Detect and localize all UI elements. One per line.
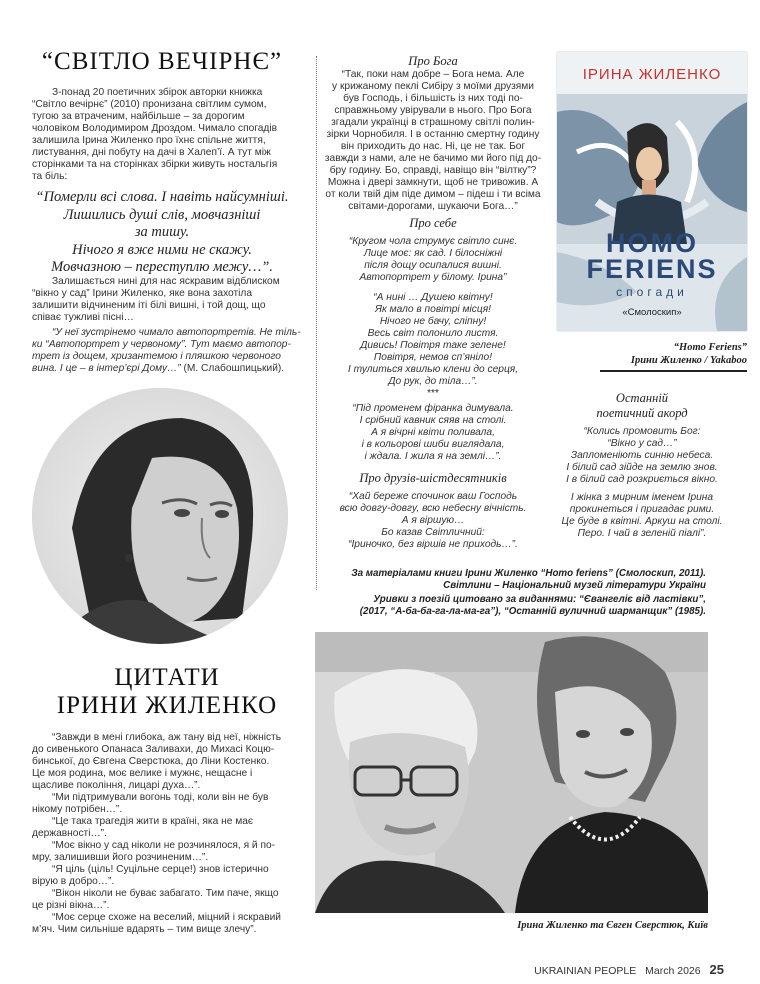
text-line: зірки Чорнобиля. І в останню смертну годину — [326, 129, 540, 140]
text-line: “А нині … Душею квітну! — [373, 292, 493, 303]
quote-attribution: (М. Слабошпицький). — [180, 363, 285, 374]
text-line: за тишу. — [134, 224, 190, 240]
text-line: світами-дорогами, шукаючи Бога…” — [348, 201, 518, 212]
quote-line: мру, залишивши його розчиненим…”. — [32, 852, 209, 863]
book-caption-source: Ірини Жиленко / Yakaboo — [630, 355, 747, 366]
text-line: Можна і двері замкнути, щоб не тривожив. А — [327, 177, 539, 188]
text-line: “У неї зустрінемо чимало автопортретів. Не тіль- — [52, 327, 301, 338]
quote-line: вірую в добро…”. — [32, 876, 115, 887]
text-line: “Так, поки нам добре – Бога нема. Але — [341, 69, 525, 80]
page-number: 25 — [709, 962, 724, 977]
paragraph-window — [32, 276, 316, 324]
text-line: залишила Ірина Жиленко про їхнє спільне життя, — [32, 135, 266, 146]
sources-line2: Світлини – Національний музей літератури України — [443, 580, 706, 591]
last-chord-poem-2 — [540, 492, 744, 540]
issue-date: March 2026 — [645, 965, 701, 977]
text-line: Весь світ полонило листя. — [367, 328, 499, 339]
quote-line: нікому потрібен…”. — [32, 804, 123, 815]
book-title-line2: FERIENS — [586, 254, 718, 284]
heading-friends: Про друзів-шістдесятників — [359, 471, 507, 485]
heading-last-chord-line1: Останній — [615, 391, 669, 405]
text-line: трет із дощем, хризантемою і пляшкою червоного — [32, 351, 281, 362]
heading-god: Про Бога — [408, 54, 458, 68]
caption-rule — [600, 370, 747, 372]
sources-line1: За матеріалами книги Ірини Жиленко “Homo feriens” (Смолоскип, 2011). — [351, 568, 706, 579]
text-line: та біль: — [32, 171, 68, 182]
text-line: “Померли всі слова. І навіть найсумніші. — [35, 189, 289, 205]
column-divider — [316, 56, 317, 590]
page-footer — [534, 962, 724, 977]
quote-line: “Це така трагедія жити в країні, яка не має — [52, 816, 254, 827]
text-line: сторінками та на сторінках збірки живуть ностальгія — [32, 159, 278, 170]
text-line: З-понад 20 поетичних збірок авторки книжка — [52, 87, 263, 98]
text-line: і ждала. І жила я на землі…”. — [364, 451, 502, 462]
text-line: і в кольорові шиби виглядала, — [361, 439, 505, 450]
quote-end: вина. І це – в інтер’єрі Дому…” — [32, 363, 181, 374]
text-line: співає тужливі пісні… — [32, 312, 134, 323]
text-line: ки “Автопортрет у червоному”. Тут маємо автопор- — [32, 339, 291, 350]
text-line: завжди з нами, але не бачимо ми його під до- — [324, 153, 542, 164]
text-line: “Хай береже спочинок ваш Господь — [348, 491, 518, 502]
book-cover — [557, 52, 747, 331]
text-line: Автопортрет у білому. Ірина” — [359, 272, 507, 283]
text-line: Бо казав Світличний: — [381, 527, 485, 538]
heading-self: Про себе — [409, 216, 457, 230]
quote-line: державності…”. — [32, 828, 107, 839]
quotes-title-line1: ЦИТАТИ — [114, 664, 220, 691]
text-line: І тулиться хвилью клени до серця, — [347, 364, 519, 375]
book-title — [557, 230, 747, 282]
text-line: Нічого я вже ними не скажу. — [72, 241, 252, 258]
text-line: Повітря, немов сп’яніло! — [373, 352, 493, 363]
couple-photo — [315, 632, 708, 913]
text-line: До рук, до тіла…”. — [388, 376, 478, 387]
poem-quote — [20, 189, 304, 277]
text-line: “Під променем фіранка димувала. — [352, 403, 514, 414]
book-caption-title: “Homo Feriens” — [673, 342, 747, 353]
text-line: тугою за втраченим, найбільше – за дорогим — [32, 111, 245, 122]
text-line: І жінка з мирним іменем Ірина — [570, 492, 714, 503]
text-line: от коли твій дім піде димом – підеш і ти всіма — [325, 189, 541, 200]
text-line: Лице моє: як сад. І білосніжні — [363, 248, 503, 259]
quote-line: до сивенького Опанаса Заливахи, до Михасі Коцю- — [32, 744, 275, 755]
quotes-title-line2: ІРИНИ ЖИЛЕНКО — [56, 692, 278, 719]
magazine-name: UKRAINIAN PEOPLE — [534, 965, 637, 977]
text-line: “Світло вечірнє” (2010) пронизана світлим сумом, — [32, 99, 267, 110]
quote-line: Це моя родина, моє велике і мужнє, нещасне і — [32, 768, 253, 779]
text-line: І білий сад зійде на землю знов. — [566, 462, 718, 473]
quotes-list — [32, 732, 316, 936]
text-line: Перо. І чай в зеленій піалі”. — [577, 528, 707, 539]
sources-note — [330, 568, 706, 618]
text-line: “Вікно у сад…” — [607, 438, 677, 449]
self-poem-3 — [320, 403, 546, 463]
quotes-title — [32, 664, 302, 720]
text-line: після дощу осипалися вишні. — [364, 260, 502, 271]
friends-poem — [320, 491, 546, 551]
text-line: Мовчазною – переступлю межу…”. — [51, 259, 273, 275]
photo-caption: Ірина Жиленко та Євген Сверстюк, Київ — [517, 920, 708, 931]
text-line: листування, дні побуту на дачі в Халеп’ї. А тут між — [32, 147, 271, 158]
text-line: Як мало в повітрі місця! — [375, 304, 491, 315]
text-line: він приходить до нас. Ні, це не так. Бог — [340, 141, 526, 152]
text-line: “Іриночко, без віршів не приходь…”. — [348, 539, 518, 550]
book-publisher: «Смолоскип» — [622, 307, 682, 318]
quote-line: бинської, до Євгена Сверстюка, до Ліни Костенко. — [32, 756, 270, 767]
book-title-line1: HOMO — [606, 228, 698, 258]
self-poem-2 — [320, 292, 546, 388]
quote-line: “Моє вікно у сад ніколи не розчинялося, я й по- — [52, 840, 276, 851]
text-line: чоловіком Володимиром Дроздом. Чимало спогадів — [32, 123, 278, 134]
section-title: “СВІТЛО ВЕЧІРНЄ” — [41, 48, 283, 75]
text-line: згадали українці в страшному світлі полин- — [331, 117, 535, 128]
text-line: був Господь, і більшість із них тоді по- — [343, 93, 523, 104]
book-author: ІРИНА ЖИЛЕНКО — [582, 66, 722, 83]
quote-line: “Завжди в мені глибока, аж тану від неї, ніжність — [52, 732, 282, 743]
text-line: всю довгу-довгу, всю небесну вічність. — [339, 503, 527, 514]
heading-last-chord-line2: поетичний акорд — [596, 406, 688, 420]
quote-line: “Вікон ніколи не буває забагато. Тим паче, якщо — [52, 888, 279, 899]
quote-line: “Ми підтримували вогонь тоді, коли він не був — [52, 792, 269, 803]
god-quote — [320, 69, 546, 213]
text-line: “Кругом чола струмує світло синє. — [348, 236, 518, 247]
text-line: залишити відчиненим іті білі вишні, і той дощ, що — [32, 300, 266, 311]
text-line: Дивись! Повітря таке зелене! — [360, 340, 506, 351]
book-caption — [557, 341, 747, 367]
sources-line4: (2017, “А-ба-ба-га-ла-ма-га”), “Останній вуличний шарманщик” (1985). — [359, 606, 706, 617]
quote-line: щасливе покоління, лицарі духа…”. — [32, 780, 201, 791]
text-line: А я вічрні квіти поливала, — [371, 427, 495, 438]
text-line: “Колись промовить Бог: — [583, 426, 701, 437]
text-line: Запломеніють синню небеса. — [570, 450, 714, 461]
heading-last-chord — [540, 391, 744, 421]
stars-separator: *** — [427, 388, 439, 399]
text-line: у крижаному пеклі Сибіру з моїми друзями — [332, 81, 534, 92]
intro-paragraph — [32, 87, 316, 183]
portrait-photo — [32, 388, 288, 644]
quote-line: “Я ціль (ціль! Суцільне серце!) знов істерично — [52, 864, 269, 875]
last-chord-poem-1 — [540, 426, 744, 486]
text-line: Лишились душі слів, мовчазніші — [63, 206, 261, 223]
text-line: Нічого не бачу, сліпну! — [379, 316, 487, 327]
text-line: І срібний кавник сяяв на столі. — [359, 415, 507, 426]
text-line: “вікно у сад” Ірини Жиленко, яке вона захотіла — [32, 288, 253, 299]
text-line: А я віршую… — [401, 515, 465, 526]
text-line: бру годину. Бо, справді, навіщо він “вілтку”? — [329, 165, 537, 176]
text-line: прокинеться і пригадає рими. — [569, 504, 715, 515]
paragraph-selfportrait — [32, 327, 316, 375]
quote-line: це різні вікна…”. — [32, 900, 110, 911]
text-line: справжньому увірували в нього. Про Бога — [334, 105, 532, 116]
book-subtitle: спогади — [616, 285, 688, 299]
text-line: Це буде в квітні. Аркуш на столі. — [561, 516, 723, 527]
self-poem-1 — [320, 236, 546, 284]
text-line: Залишається нині для нас яскравим відблиском — [52, 276, 280, 287]
sources-line3: Уривки з поезій цитовано за виданнями: “Євангеліє від ластівки”, — [373, 594, 706, 605]
quote-line: “Моє серце схоже на веселий, міцний і яскравий — [52, 912, 281, 923]
quote-line: м’яч. Чим сильніше вдарять – тим вище злечу”. — [32, 924, 257, 935]
text-line: І в білий сад розкриється вікно. — [566, 474, 718, 485]
